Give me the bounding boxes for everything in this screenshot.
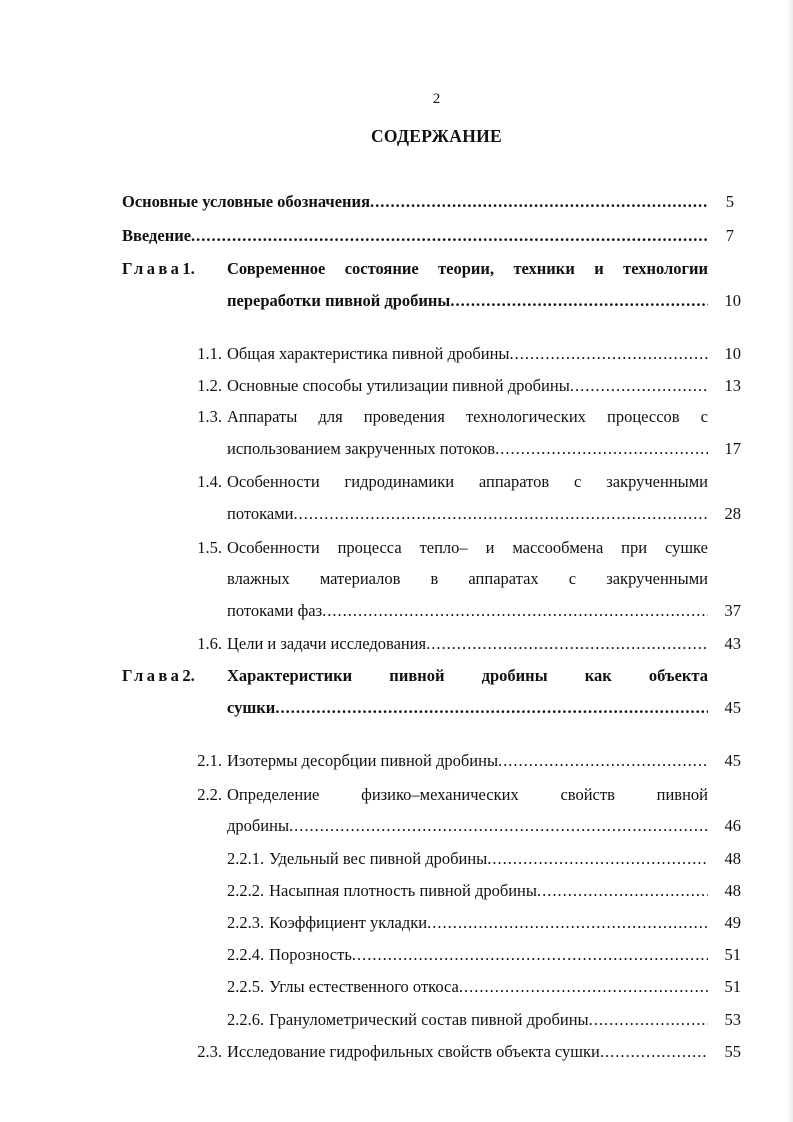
- subsection-number: 2.2.2.: [227, 881, 265, 900]
- toc-entry-1-6[interactable]: [227, 633, 708, 655]
- toc-entry-text: Цели и задачи исследования: [227, 634, 427, 653]
- toc-entry-2-2-line2[interactable]: [227, 815, 708, 837]
- toc-page-number: 17: [724, 439, 741, 458]
- toc-entry-2-2-1[interactable]: [227, 848, 708, 870]
- chapter-2-title-line2[interactable]: [227, 697, 708, 719]
- toc-entry-1-5-line3[interactable]: [227, 600, 708, 622]
- chapter-1-label: [122, 258, 195, 280]
- toc-entry-1-2[interactable]: [227, 375, 708, 397]
- leader-dots: [570, 375, 708, 397]
- toc-page-number: 43: [724, 634, 741, 653]
- toc-page-number: 48: [724, 849, 741, 868]
- toc-entry-2-2-6[interactable]: [227, 1009, 708, 1031]
- toc-entry-2-1[interactable]: [227, 750, 708, 772]
- toc-entry-text: Удельный вес пивной дробины: [269, 849, 488, 868]
- page-title: СОДЕРЖАНИЕ: [370, 126, 502, 146]
- leader-dots: [427, 912, 708, 934]
- chapter-number: 2.: [182, 666, 195, 685]
- leader-dots: [191, 225, 708, 247]
- toc-page-number: 10: [724, 291, 741, 310]
- toc-entry-text: Исследование гидрофильных свойств объекта сушки: [227, 1042, 600, 1061]
- toc-page-number: 7: [725, 226, 734, 245]
- toc-entry-text: потоками: [227, 504, 294, 523]
- toc-page-number: 37: [724, 601, 741, 620]
- toc-entry-1-4-line1[interactable]: Особенности гидродинамики аппаратов с закрученными: [227, 472, 708, 491]
- section-number: 2.1.: [197, 751, 222, 770]
- leader-dots: [289, 815, 708, 837]
- toc-entry-1-3-line1[interactable]: Аппараты для проведения технологических процессов с: [227, 407, 708, 426]
- subsection-number: 2.2.6.: [227, 1010, 265, 1029]
- toc-entry-text: переработки пивной дробины: [227, 291, 451, 310]
- toc-entry-text: Гранулометрический состав пивной дробины: [269, 1010, 589, 1029]
- toc-entry-text: дробины: [227, 816, 290, 835]
- toc-page-number: 28: [724, 504, 741, 523]
- toc-page-number: 55: [724, 1042, 741, 1061]
- toc-entry-text: Введение: [122, 226, 192, 245]
- toc-entry-introduction[interactable]: [122, 225, 708, 247]
- leader-dots: [293, 503, 708, 525]
- toc-page-number: 45: [724, 751, 741, 770]
- leader-dots: [510, 343, 709, 365]
- toc-entry-text: потоками фаз: [227, 601, 323, 620]
- subsection-number: 2.2.5.: [227, 977, 265, 996]
- toc-entry-1-4-line2[interactable]: [227, 503, 708, 525]
- toc-page-number: 51: [724, 945, 741, 964]
- section-number: 2.3.: [197, 1042, 222, 1061]
- toc-entry-2-3[interactable]: [227, 1041, 708, 1063]
- toc-entry-text: Коэффициент укладки: [269, 913, 428, 932]
- chapter-2-label: [122, 665, 195, 687]
- toc-entry-1-1[interactable]: [227, 343, 708, 365]
- leader-dots: [600, 1041, 708, 1063]
- toc-page-number: 48: [724, 881, 741, 900]
- section-number: 1.6.: [197, 634, 222, 653]
- toc-page-number: 5: [725, 192, 734, 211]
- leader-dots: [537, 880, 708, 902]
- toc-page-number: 45: [724, 698, 741, 717]
- toc-entry-text: Изотермы десорбции пивной дробины: [227, 751, 499, 770]
- toc-entry-2-2-line1[interactable]: Определение физико–механических свойств пивной: [227, 785, 708, 804]
- leader-dots: [275, 697, 708, 719]
- toc-entry-text: Основные условные обозначения: [122, 192, 370, 211]
- toc-entry-text: Общая характеристика пивной дробины: [227, 344, 510, 363]
- toc-page-number: 13: [724, 376, 741, 395]
- toc-entry-2-2-4[interactable]: [227, 944, 708, 966]
- chapter-1-title-line1[interactable]: Современное состояние теории, техники и технологии: [227, 259, 708, 278]
- leader-dots: [589, 1009, 708, 1031]
- toc-entry-2-2-5[interactable]: [227, 976, 708, 998]
- leader-dots: [322, 600, 708, 622]
- toc-entry-text: Порозность: [269, 945, 352, 964]
- toc-entry-notation[interactable]: [122, 191, 708, 213]
- leader-dots: [498, 750, 708, 772]
- scan-edge-shadow: [787, 0, 793, 1122]
- toc-entry-text: Основные способы утилизации пивной дробины: [227, 376, 570, 395]
- chapter-2-title-line1[interactable]: Характеристики пивной дробины как объекта: [227, 666, 708, 685]
- section-number: 2.2.: [197, 785, 222, 804]
- subsection-number: 2.2.1.: [227, 849, 265, 868]
- toc-page-number: 51: [724, 977, 741, 996]
- chapter-word: Глава: [122, 666, 183, 685]
- section-number: 1.4.: [197, 472, 222, 491]
- section-number: 1.3.: [197, 407, 222, 426]
- toc-entry-1-5-line2[interactable]: влажных материалов в аппаратах с закрученными: [227, 569, 708, 588]
- toc-page-number: 10: [724, 344, 741, 363]
- leader-dots: [352, 944, 708, 966]
- chapter-word: Глава: [122, 259, 183, 278]
- toc-entry-text: сушки: [227, 698, 276, 717]
- leader-dots: [495, 438, 708, 460]
- page-number: 2: [432, 91, 441, 107]
- toc-page-number: 46: [724, 816, 741, 835]
- toc-page-number: 53: [724, 1010, 741, 1029]
- leader-dots: [459, 976, 708, 998]
- chapter-1-title-line2[interactable]: [227, 290, 708, 312]
- toc-entry-1-5-line1[interactable]: Особенности процесса тепло– и массообмена при сушке: [227, 538, 708, 557]
- toc-entry-text: использованием закрученных потоков: [227, 439, 496, 458]
- toc-page-number: 49: [724, 913, 741, 932]
- section-number: 1.5.: [197, 538, 222, 557]
- toc-entry-1-3-line2[interactable]: [227, 438, 708, 460]
- toc-entry-text: Углы естественного откоса: [269, 977, 459, 996]
- subsection-number: 2.2.3.: [227, 913, 265, 932]
- subsection-number: 2.2.4.: [227, 945, 265, 964]
- leader-dots: [426, 633, 708, 655]
- leader-dots: [487, 848, 708, 870]
- toc-entry-2-2-3[interactable]: [227, 912, 708, 934]
- section-number: 1.2.: [197, 376, 222, 395]
- toc-entry-2-2-2[interactable]: [227, 880, 708, 902]
- leader-dots: [450, 290, 708, 312]
- section-number: 1.1.: [197, 344, 222, 363]
- leader-dots: [370, 191, 708, 213]
- toc-entry-text: Насыпная плотность пивной дробины: [269, 881, 537, 900]
- chapter-number: 1.: [182, 259, 195, 278]
